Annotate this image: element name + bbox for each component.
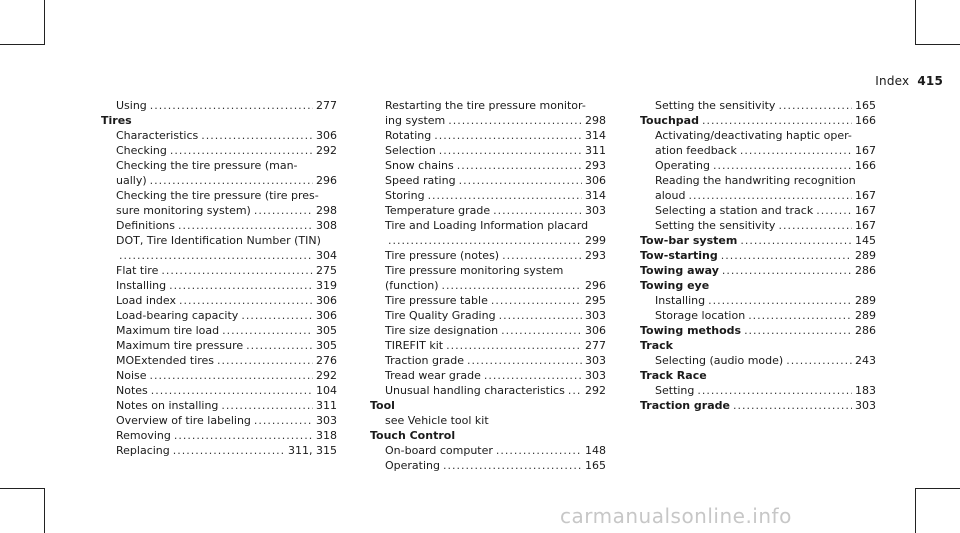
index-entry[interactable]: [370, 278, 606, 293]
index-entry[interactable]: [640, 203, 876, 218]
crop-mark: [44, 0, 45, 45]
entry-continued: Tire and Loading Information placard: [385, 219, 589, 232]
index-entry[interactable]: [101, 398, 337, 413]
page-ref[interactable]: 165: [855, 99, 876, 112]
page-ref[interactable]: 167: [855, 189, 876, 202]
index-entry[interactable]: [101, 413, 337, 428]
leader-dots: [467, 353, 582, 368]
leader-dots: [568, 383, 582, 398]
index-entry[interactable]: [640, 218, 876, 233]
index-entry[interactable]: [640, 353, 876, 368]
entry-label: Operating: [385, 459, 440, 472]
page-ref[interactable]: 308: [316, 219, 337, 232]
entry-label: Selecting a station and track: [655, 204, 814, 217]
entry-label: Traction grade: [385, 354, 464, 367]
entry-continued: DOT, Tire Identification Number (TIN): [116, 234, 321, 247]
leader-dots: [722, 263, 852, 278]
leader-dots: [241, 308, 313, 323]
entry-continued: Tire pressure monitoring system: [385, 264, 564, 277]
entry-label: Installing: [116, 279, 167, 292]
leader-dots: [484, 368, 582, 383]
leader-dots: [222, 323, 313, 338]
index-entry[interactable]: [640, 293, 876, 308]
crop-mark: [915, 488, 960, 489]
leader-dots: [502, 248, 582, 263]
page-ref[interactable]: 299: [585, 234, 606, 247]
entry-label: Operating: [655, 159, 710, 172]
entry-label: Tread wear grade: [385, 369, 481, 382]
entry-label: Flat tire: [116, 264, 159, 277]
leader-dots: [733, 398, 852, 413]
index-entry[interactable]: [370, 113, 606, 128]
leader-dots: [174, 428, 313, 443]
leader-dots: [493, 203, 582, 218]
page-ref[interactable]: 292: [585, 384, 606, 397]
page-ref[interactable]: 167: [855, 144, 876, 157]
index-entry[interactable]: [370, 338, 606, 353]
leader-dots: [697, 383, 852, 398]
entry-label: Load index: [116, 294, 176, 307]
entry-continued: Checking the tire pressure (man-: [116, 159, 298, 172]
index-entry[interactable]: [640, 233, 876, 248]
leader-dots: [491, 293, 582, 308]
page-ref[interactable]: 276: [316, 354, 337, 367]
page-ref[interactable]: 319: [316, 279, 337, 292]
page-ref[interactable]: 298: [585, 114, 606, 127]
entry-label: Selection: [385, 144, 436, 157]
page-ref[interactable]: 303: [855, 399, 876, 412]
entry-label: Setting the sensitivity: [655, 99, 776, 112]
index-entry[interactable]: [370, 173, 606, 188]
index-entry[interactable]: [370, 368, 606, 383]
index-entry[interactable]: [101, 128, 337, 143]
leader-dots: [778, 98, 852, 113]
page-ref[interactable]: 296: [316, 174, 337, 187]
entry-continued: Restarting the tire pressure monitor-: [385, 99, 586, 112]
entry-label: Towing away: [640, 264, 719, 277]
page-ref[interactable]: 306: [585, 324, 606, 337]
page-ref[interactable]: 318: [316, 429, 337, 442]
leader-dots: [428, 188, 582, 203]
page-ref[interactable]: 295: [585, 294, 606, 307]
crop-mark: [915, 44, 960, 45]
index-entry[interactable]: [640, 263, 876, 278]
index-heading: Tires: [101, 114, 132, 127]
index-entry[interactable]: [370, 143, 606, 158]
page-ref[interactable]: 305: [316, 324, 337, 337]
index-entry[interactable]: [101, 428, 337, 443]
page-ref[interactable]: 298: [316, 204, 337, 217]
index-entry[interactable]: [640, 188, 876, 203]
index-entry[interactable]: [101, 173, 337, 188]
leader-dots: [151, 383, 313, 398]
index-entry[interactable]: [370, 158, 606, 173]
page-ref[interactable]: 303: [316, 414, 337, 427]
crop-mark: [915, 0, 916, 45]
leader-dots: [499, 308, 582, 323]
leader-dots: [246, 338, 313, 353]
index-entry[interactable]: [370, 188, 606, 203]
page-ref[interactable]: 293: [585, 249, 606, 262]
index-entry[interactable]: [370, 353, 606, 368]
index-entry[interactable]: [370, 128, 606, 143]
entry-label: Speed rating: [385, 174, 456, 187]
watermark: carmanualsonline.info: [560, 504, 792, 528]
page-ref[interactable]: 165: [585, 459, 606, 472]
page-ref[interactable]: 304: [316, 249, 337, 262]
leader-dots: [150, 98, 313, 113]
leader-dots: [721, 248, 852, 263]
entry-label: (function): [385, 279, 439, 292]
entry-label: Noise: [116, 369, 147, 382]
page-ref[interactable]: 166: [855, 114, 876, 127]
page-ref[interactable]: 306: [585, 174, 606, 187]
index-entry[interactable]: [640, 113, 876, 128]
index-entry[interactable]: [101, 248, 337, 263]
entry-label: Tow-bar system: [640, 234, 738, 247]
section-title: Index: [875, 74, 910, 88]
page-ref[interactable]: 303: [585, 204, 606, 217]
entry-label: Replacing: [116, 444, 170, 457]
leader-dots: [442, 278, 582, 293]
page-ref[interactable]: 289: [855, 309, 876, 322]
leader-dots: [173, 443, 285, 458]
leader-dots: [702, 113, 852, 128]
index-entry[interactable]: [370, 248, 606, 263]
page-ref[interactable]: 289: [855, 294, 876, 307]
index-column-3: [640, 98, 876, 413]
page-ref[interactable]: 306: [316, 294, 337, 307]
page-ref[interactable]: 145: [855, 234, 876, 247]
page-ref[interactable]: 289: [855, 249, 876, 262]
index-entry[interactable]: [640, 98, 876, 113]
index-entry[interactable]: [370, 203, 606, 218]
index-column-1: [101, 98, 337, 458]
page-ref[interactable]: 292: [316, 144, 337, 157]
entry-label: Maximum tire load: [116, 324, 220, 337]
index-entry[interactable]: [101, 353, 337, 368]
page-ref[interactable]: 305: [316, 339, 337, 352]
leader-dots: [161, 263, 313, 278]
index-entry[interactable]: [101, 308, 337, 323]
leader-dots: [119, 248, 313, 263]
crop-mark: [0, 488, 45, 489]
entry-label: Removing: [116, 429, 171, 442]
leader-dots: [744, 323, 852, 338]
page-ref[interactable]: 314: [585, 189, 606, 202]
leader-dots: [443, 458, 582, 473]
page-header: [875, 74, 943, 88]
page-ref[interactable]: 167: [855, 219, 876, 232]
index-column-2: [370, 98, 606, 473]
leader-dots: [708, 293, 852, 308]
entry-continued: Reading the handwriting recognition: [655, 174, 856, 187]
leader-dots: [740, 143, 852, 158]
entry-label: Traction grade: [640, 399, 730, 412]
index-heading: Track Race: [640, 369, 707, 382]
entry-label: Tire pressure table: [385, 294, 488, 307]
page-ref[interactable]: 306: [316, 129, 337, 142]
index-entry[interactable]: [101, 218, 337, 233]
leader-dots: [150, 173, 313, 188]
entry-label: Selecting (audio mode): [655, 354, 784, 367]
leader-dots: [179, 293, 313, 308]
page-ref[interactable]: 166: [855, 159, 876, 172]
entry-label: Notes on installing: [116, 399, 219, 412]
page-ref[interactable]: 243: [855, 354, 876, 367]
index-heading: Tool: [370, 399, 395, 412]
page-ref[interactable]: 148: [585, 444, 606, 457]
page-ref[interactable]: 311: [316, 399, 337, 412]
index-entry[interactable]: [101, 203, 337, 218]
leader-dots: [446, 338, 582, 353]
entry-label: Definitions: [116, 219, 175, 232]
index-entry[interactable]: [640, 158, 876, 173]
index-entry[interactable]: [640, 308, 876, 323]
index-entry[interactable]: [101, 383, 337, 398]
entry-label: On-board computer: [385, 444, 493, 457]
leader-dots: [448, 113, 582, 128]
entry-label: Characteristics: [116, 129, 199, 142]
page-ref[interactable]: 311: [585, 144, 606, 157]
entry-label: MOExtended tires: [116, 354, 215, 367]
entry-label: Rotating: [385, 129, 432, 142]
entry-label: Notes: [116, 384, 148, 397]
leader-dots: [254, 413, 313, 428]
leader-dots: [740, 233, 852, 248]
index-entry[interactable]: [640, 398, 876, 413]
page-ref[interactable]: 293: [585, 159, 606, 172]
page-ref[interactable]: 292: [316, 369, 337, 382]
entry-label: Snow chains: [385, 159, 454, 172]
entry-label: aloud: [655, 189, 686, 202]
page-ref[interactable]: 104: [316, 384, 337, 397]
index-entry[interactable]: [370, 308, 606, 323]
index-entry[interactable]: [101, 323, 337, 338]
index-entry[interactable]: [640, 383, 876, 398]
entry-label: Load-bearing capacity: [116, 309, 239, 322]
index-entry[interactable]: [101, 293, 337, 308]
crop-mark: [44, 488, 45, 533]
leader-dots: [713, 158, 852, 173]
entry-label: Tire size designation: [385, 324, 499, 337]
entry-label: Overview of tire labeling: [116, 414, 251, 427]
entry-label: Maximum tire pressure: [116, 339, 244, 352]
index-heading: Towing eye: [640, 279, 710, 292]
page-ref[interactable]: 277: [316, 99, 337, 112]
index-entry[interactable]: [101, 263, 337, 278]
entry-label: Temperature grade: [385, 204, 491, 217]
page-ref[interactable]: 286: [855, 264, 876, 277]
page-ref[interactable]: 314: [585, 129, 606, 142]
leader-dots: [201, 128, 313, 143]
entry-label: sure monitoring system): [116, 204, 251, 217]
crop-mark: [0, 44, 45, 45]
index-entry[interactable]: [370, 443, 606, 458]
index-entry[interactable]: [370, 293, 606, 308]
page-number: 415: [917, 74, 943, 88]
index-entry[interactable]: [101, 143, 337, 158]
entry-label: Unusual handling characteristics: [385, 384, 565, 397]
leader-dots: [786, 353, 852, 368]
leader-dots: [170, 143, 313, 158]
index-entry[interactable]: [640, 248, 876, 263]
entry-label: Storage location: [655, 309, 746, 322]
leader-dots: [169, 278, 313, 293]
entry-label: Tire Quality Grading: [385, 309, 496, 322]
leader-dots: [439, 143, 582, 158]
page-ref[interactable]: 296: [585, 279, 606, 292]
leader-dots: [778, 218, 852, 233]
entry-label: Storing: [385, 189, 425, 202]
page-ref[interactable]: 303: [585, 309, 606, 322]
entry-label: Setting the sensitivity: [655, 219, 776, 232]
page-ref[interactable]: 311, 315: [288, 444, 337, 457]
entry-label: Using: [116, 99, 147, 112]
entry-label: Tire pressure (notes): [385, 249, 500, 262]
page-ref[interactable]: 167: [855, 204, 876, 217]
index-entry[interactable]: [101, 338, 337, 353]
entry-label: Setting: [655, 384, 695, 397]
leader-dots: [254, 203, 313, 218]
leader-dots: [816, 203, 852, 218]
leader-dots: [496, 443, 582, 458]
page-ref[interactable]: 286: [855, 324, 876, 337]
leader-dots: [457, 158, 582, 173]
index-reference: see Vehicle tool kit: [385, 414, 489, 427]
entry-label: ing system: [385, 114, 446, 127]
index-entry[interactable]: [640, 323, 876, 338]
leader-dots: [688, 188, 852, 203]
leader-dots: [501, 323, 582, 338]
leader-dots: [178, 218, 313, 233]
leader-dots: [217, 353, 313, 368]
leader-dots: [748, 308, 852, 323]
page-ref[interactable]: 303: [585, 369, 606, 382]
index-entry[interactable]: [640, 143, 876, 158]
leader-dots: [221, 398, 313, 413]
index-entry[interactable]: [101, 278, 337, 293]
entry-label: Checking: [116, 144, 167, 157]
entry-label: ation feedback: [655, 144, 737, 157]
entry-label: TIREFIT kit: [385, 339, 444, 352]
page-ref[interactable]: 277: [585, 339, 606, 352]
index-entry[interactable]: [370, 233, 606, 248]
entry-label: ually): [116, 174, 147, 187]
index-heading: Touch Control: [370, 429, 456, 442]
index-entry[interactable]: [370, 323, 606, 338]
entry-label: Touchpad: [640, 114, 699, 127]
entry-continued: Activating/deactivating haptic oper-: [655, 129, 852, 142]
page-ref[interactable]: 275: [316, 264, 337, 277]
index-entry[interactable]: [370, 383, 606, 398]
index-heading: Track: [640, 339, 673, 352]
index-entry[interactable]: [370, 458, 606, 473]
page-ref[interactable]: 183: [855, 384, 876, 397]
entry-label: Tow-starting: [640, 249, 718, 262]
page-ref[interactable]: 303: [585, 354, 606, 367]
index-entry[interactable]: [101, 368, 337, 383]
leader-dots: [388, 233, 582, 248]
page-ref[interactable]: 306: [316, 309, 337, 322]
entry-continued: Checking the tire pressure (tire pres-: [116, 189, 319, 202]
leader-dots: [434, 128, 582, 143]
leader-dots: [150, 368, 313, 383]
index-entry[interactable]: [101, 98, 337, 113]
crop-mark: [915, 488, 916, 533]
entry-label: Towing methods: [640, 324, 742, 337]
leader-dots: [459, 173, 582, 188]
entry-label: Installing: [655, 294, 706, 307]
index-entry[interactable]: [101, 443, 337, 458]
